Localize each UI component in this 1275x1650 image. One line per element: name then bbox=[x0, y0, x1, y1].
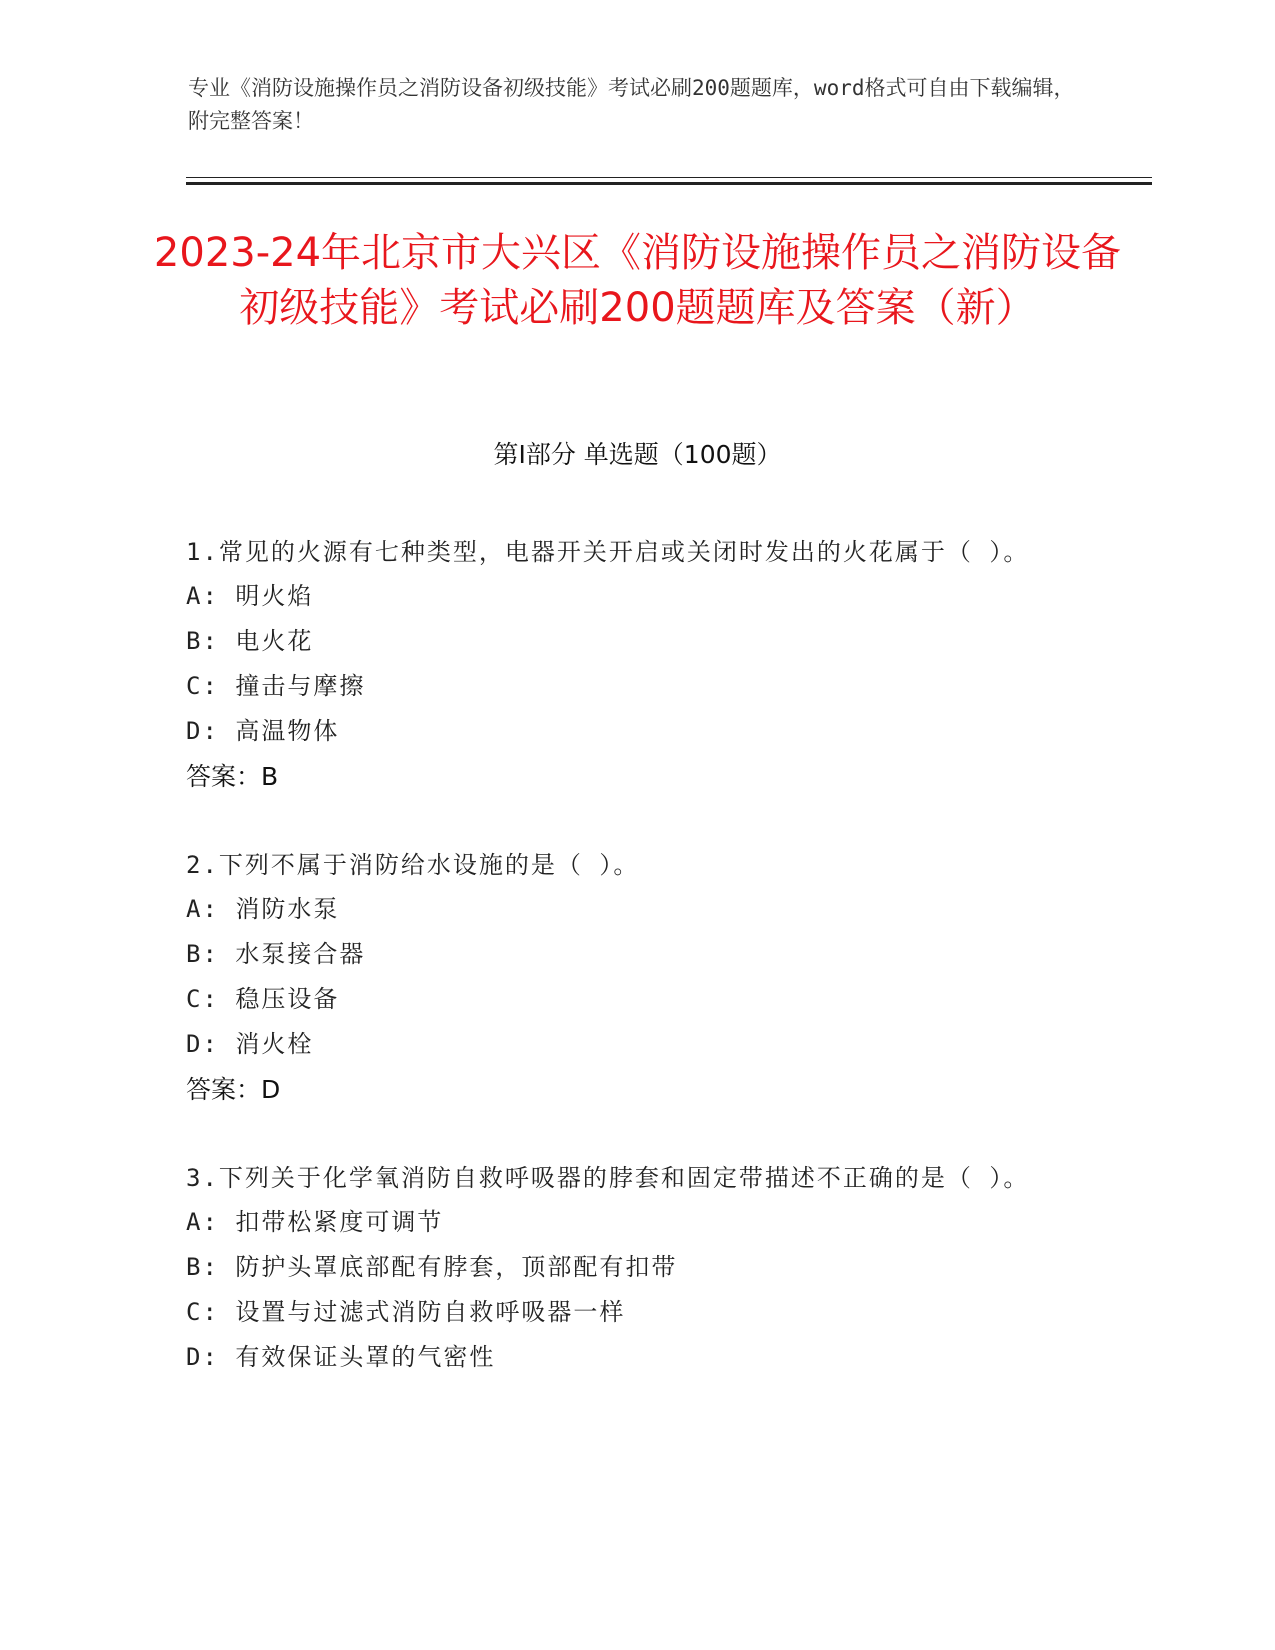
option-b: B: 防护头罩底部配有脖套，顶部配有扣带 bbox=[186, 1253, 678, 1281]
answer-line: 答案：B bbox=[186, 762, 279, 791]
option-d: D: 消火栓 bbox=[186, 1030, 314, 1058]
option-c: C: 设置与过滤式消防自救呼吸器一样 bbox=[186, 1298, 626, 1326]
option-c: C: 稳压设备 bbox=[186, 985, 340, 1013]
question-3 bbox=[186, 1156, 1066, 1380]
question-1 bbox=[186, 530, 1066, 799]
question-2 bbox=[186, 843, 1066, 1112]
question-stem: 1.常见的火源有七种类型，电器开关开启或关闭时发出的火花属于（ ）。 bbox=[186, 538, 1030, 566]
section-title: 第Ⅰ部分 单选题（100题） bbox=[493, 440, 782, 469]
option-b: B: 水泵接合器 bbox=[186, 940, 366, 968]
option-a: A: 消防水泵 bbox=[186, 895, 340, 923]
option-a: A: 明火焰 bbox=[186, 582, 314, 610]
question-list bbox=[186, 530, 1066, 1424]
answer-line: 答案：D bbox=[186, 1075, 281, 1104]
question-stem: 3.下列关于化学氧消防自救呼吸器的脖套和固定带描述不正确的是（ ）。 bbox=[186, 1164, 1030, 1192]
header-divider-thin bbox=[186, 177, 1152, 178]
option-d: D: 高温物体 bbox=[186, 717, 340, 745]
question-stem: 2.下列不属于消防给水设施的是（ ）。 bbox=[186, 851, 640, 879]
option-a: A: 扣带松紧度可调节 bbox=[186, 1208, 444, 1236]
header-divider-thick bbox=[186, 182, 1152, 185]
header-note: 专业《消防设施操作员之消防设备初级技能》考试必刷200题题库，word格式可自由下载编辑，附完整答案！ bbox=[188, 76, 1075, 133]
option-d: D: 有效保证头罩的气密性 bbox=[186, 1343, 496, 1371]
option-b: B: 电火花 bbox=[186, 627, 314, 655]
option-c: C: 撞击与摩擦 bbox=[186, 672, 366, 700]
document-title: 2023-24年北京市大兴区《消防设施操作员之消防设备初级技能》考试必刷200题题库及答案（新） bbox=[153, 230, 1122, 331]
